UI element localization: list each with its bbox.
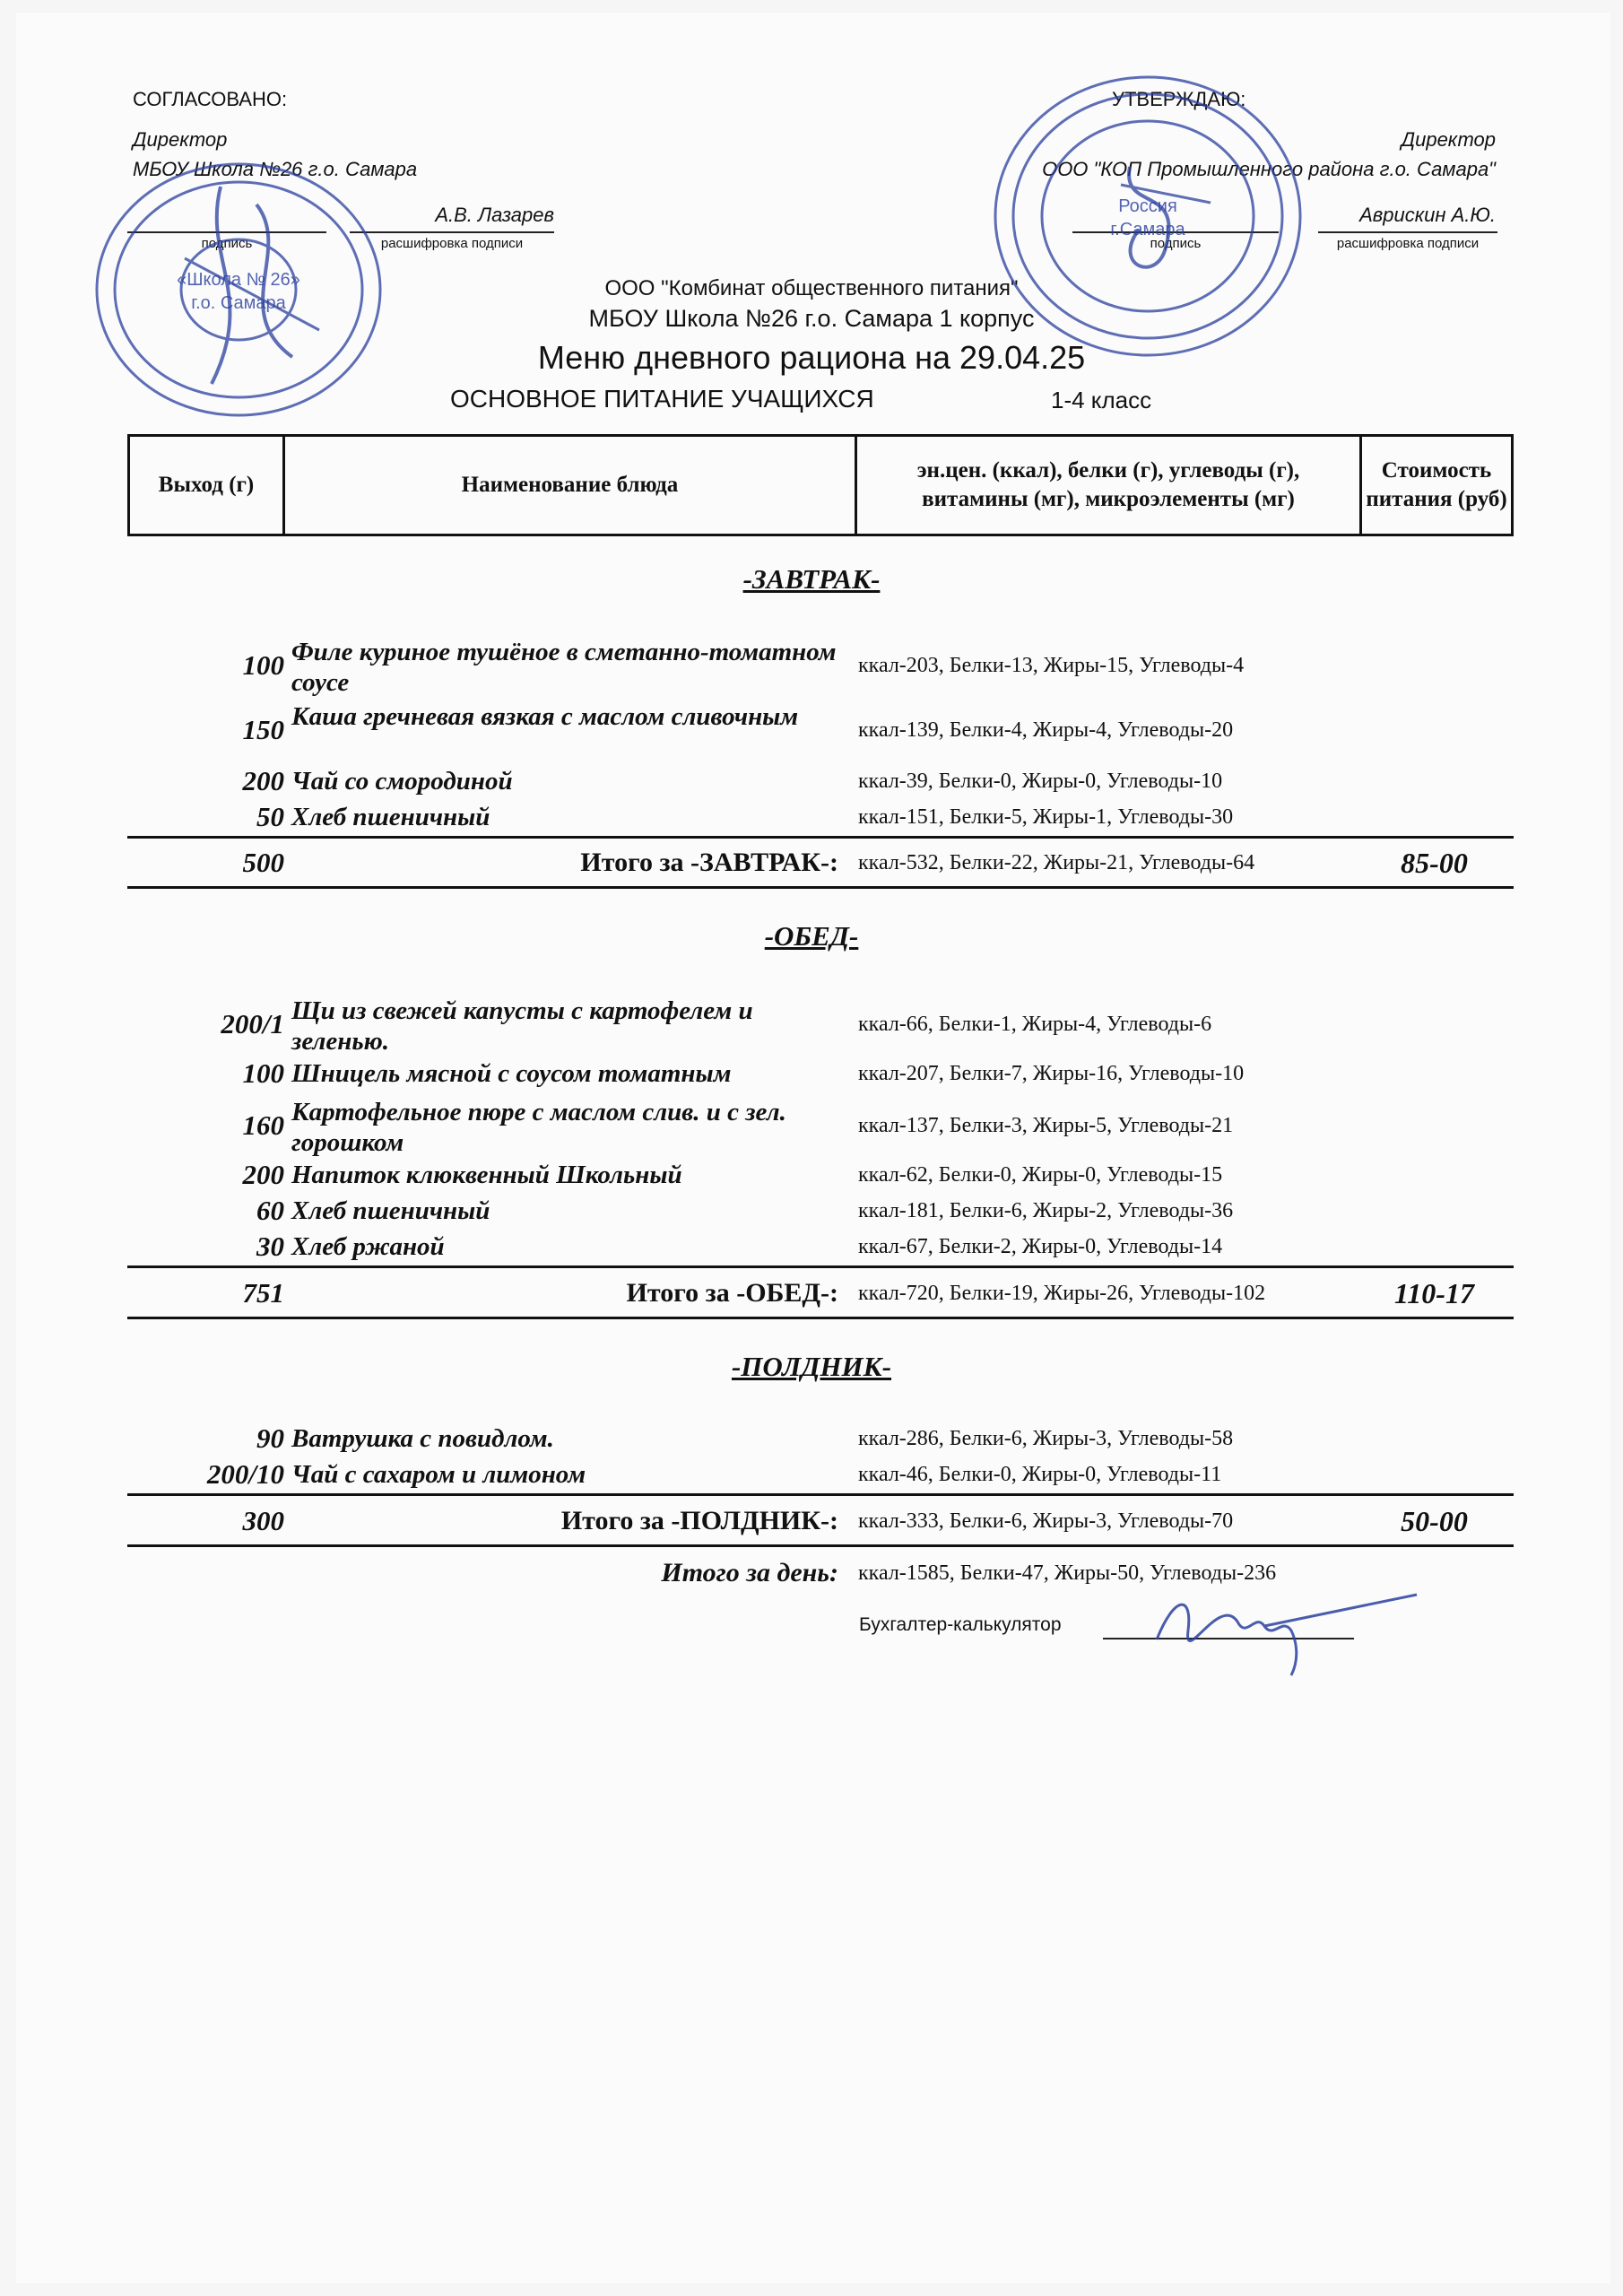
item-output: 50 bbox=[256, 801, 284, 832]
grade-label: 1-4 класс bbox=[1051, 387, 1152, 413]
item-output: 60 bbox=[256, 1195, 284, 1226]
svg-text:Россия: Россия bbox=[1118, 196, 1177, 216]
item-nutrition: ккал-39, Белки-0, Жиры-0, Углеводы-10 bbox=[858, 770, 1223, 793]
item-output: 150 bbox=[242, 714, 284, 745]
col-cost-header: Стоимость питания (руб) bbox=[1366, 458, 1507, 511]
table-row bbox=[127, 1421, 1514, 1457]
item-nutrition: ккал-286, Белки-6, Жиры-3, Углеводы-58 bbox=[858, 1427, 1234, 1450]
total-price: 85-00 bbox=[1401, 847, 1468, 879]
svg-text:г.о. Самара: г.о. Самара bbox=[191, 293, 286, 313]
section-title-snack: -ПОЛДНИК- bbox=[731, 1351, 892, 1382]
right-decode-line bbox=[1318, 231, 1497, 233]
section-total-row bbox=[127, 1275, 1514, 1311]
table-row bbox=[127, 799, 1514, 835]
right-sign-caption: подпись bbox=[1150, 236, 1202, 251]
accountant-label: Бухгалтер-калькулятор bbox=[859, 1614, 1062, 1635]
total-nutrition: ккал-333, Белки-6, Жиры-3, Углеводы-70 bbox=[858, 1509, 1234, 1533]
item-name: Шницель мясной с соусом томатным bbox=[291, 1059, 732, 1088]
left-decode-caption: расшифровка подписи bbox=[380, 236, 524, 251]
section-divider bbox=[127, 886, 1514, 889]
table-row bbox=[127, 638, 1514, 697]
table-row bbox=[127, 996, 1514, 1056]
section-title-breakfast: -ЗАВТРАК- bbox=[742, 563, 881, 595]
day-total-nutrition: ккал-1585, Белки-47, Жиры-50, Углеводы-236 bbox=[858, 1561, 1277, 1585]
section-divider bbox=[127, 1317, 1514, 1319]
total-nutrition: ккал-720, Белки-19, Жиры-26, Углеводы-102 bbox=[858, 1282, 1266, 1305]
item-name: Филе куриное тушёное в сметанно-томатном соусе bbox=[291, 638, 837, 697]
item-output: 200/1 bbox=[221, 1008, 284, 1039]
total-price: 50-00 bbox=[1401, 1505, 1468, 1537]
item-output: 160 bbox=[242, 1109, 284, 1141]
approved-heading: УТВЕРЖДАЮ: bbox=[1112, 88, 1246, 110]
item-nutrition: ккал-137, Белки-3, Жиры-5, Углеводы-21 bbox=[858, 1114, 1234, 1137]
col-nutrition-header: эн.цен. (ккал), белки (г), углеводы (г), витамины (мг), микроэлементы (мг) bbox=[916, 458, 1300, 511]
left-org: МБОУ Школа №26 г.о. Самара bbox=[133, 158, 418, 180]
total-nutrition: ккал-532, Белки-22, Жиры-21, Углеводы-64 bbox=[858, 851, 1255, 874]
section-divider bbox=[127, 836, 1514, 839]
section-total-row bbox=[127, 845, 1514, 881]
item-nutrition: ккал-151, Белки-5, Жиры-1, Углеводы-30 bbox=[858, 805, 1234, 829]
item-name: Чай со смородиной bbox=[291, 767, 513, 796]
item-nutrition: ккал-207, Белки-7, Жиры-16, Углеводы-10 bbox=[858, 1062, 1245, 1085]
section-title-lunch: -ОБЕД- bbox=[764, 920, 859, 952]
item-nutrition: ккал-203, Белки-13, Жиры-15, Углеводы-4 bbox=[858, 654, 1245, 677]
table-row bbox=[127, 1229, 1514, 1265]
section-divider bbox=[127, 1265, 1514, 1268]
item-nutrition: ккал-181, Белки-6, Жиры-2, Углеводы-36 bbox=[858, 1199, 1234, 1222]
item-output: 30 bbox=[256, 1231, 284, 1262]
table-row bbox=[127, 1056, 1514, 1091]
right-org: ООО "КОП Промышленного района г.о. Самара" bbox=[1042, 158, 1496, 180]
item-name: Щи из свежей капусты с картофелем и зеленью. bbox=[291, 996, 753, 1056]
left-role: Директор bbox=[133, 128, 228, 151]
table-row bbox=[127, 1193, 1514, 1229]
table-row bbox=[127, 1098, 1514, 1157]
table-row bbox=[127, 1157, 1514, 1193]
total-output: 500 bbox=[242, 847, 284, 878]
item-output: 200 bbox=[242, 1159, 284, 1190]
item-name: Каша гречневая вязкая с маслом сливочным bbox=[291, 702, 799, 731]
item-name: Хлеб пшеничный bbox=[291, 1196, 490, 1225]
col-name-header: Наименование блюда bbox=[461, 473, 679, 497]
item-nutrition: ккал-46, Белки-0, Жиры-0, Углеводы-11 bbox=[858, 1463, 1222, 1486]
program-title: ОСНОВНОЕ ПИТАНИЕ УЧАЩИХСЯ bbox=[450, 385, 874, 413]
total-price: 110-17 bbox=[1394, 1277, 1474, 1309]
company-title: ООО "Комбинат общественного питания" bbox=[604, 276, 1019, 300]
item-output: 200/10 bbox=[206, 1458, 284, 1490]
item-nutrition: ккал-139, Белки-4, Жиры-4, Углеводы-20 bbox=[858, 718, 1234, 742]
svg-text:«Школа № 26»: «Школа № 26» bbox=[177, 270, 300, 290]
school-title: МБОУ Школа №26 г.о. Самара 1 корпус bbox=[588, 305, 1035, 332]
total-label: Итого за -ЗАВТРАК-: bbox=[580, 848, 838, 877]
item-nutrition: ккал-67, Белки-2, Жиры-0, Углеводы-14 bbox=[858, 1235, 1223, 1258]
table-row bbox=[127, 1457, 1514, 1492]
right-role: Директор bbox=[1401, 128, 1496, 151]
item-output: 100 bbox=[242, 649, 284, 681]
svg-text:г.Самара: г.Самара bbox=[1110, 220, 1185, 239]
section-divider bbox=[127, 1544, 1514, 1547]
item-name: Напиток клюквенный Школьный bbox=[291, 1161, 682, 1189]
section-divider bbox=[127, 1493, 1514, 1496]
item-output: 90 bbox=[256, 1422, 284, 1454]
total-output: 300 bbox=[242, 1505, 284, 1536]
total-label: Итого за -ПОЛДНИК-: bbox=[560, 1506, 838, 1535]
company-stamp bbox=[986, 68, 1309, 364]
table-row bbox=[127, 702, 1514, 748]
item-output: 100 bbox=[242, 1057, 284, 1089]
table-row bbox=[127, 763, 1514, 799]
item-name: Хлеб пшеничный bbox=[291, 803, 490, 831]
menu-title: Меню дневного рациона на 29.04.25 bbox=[537, 339, 1086, 376]
item-name: Картофельное пюре с маслом слив. и с зел. горошком bbox=[291, 1098, 786, 1157]
total-output: 751 bbox=[242, 1277, 284, 1309]
menu-table-header bbox=[127, 434, 1514, 536]
item-nutrition: ккал-62, Белки-0, Жиры-0, Углеводы-15 bbox=[858, 1163, 1223, 1187]
item-nutrition: ккал-66, Белки-1, Жиры-4, Углеводы-6 bbox=[858, 1013, 1212, 1036]
item-name: Хлеб ржаной bbox=[291, 1232, 445, 1261]
left-sign-caption: подпись bbox=[201, 236, 253, 251]
col-output-header: Выход (г) bbox=[158, 473, 255, 497]
day-total-label: Итого за день: bbox=[661, 1558, 838, 1587]
section-total-row bbox=[127, 1503, 1514, 1539]
agreed-heading: СОГЛАСОВАНО: bbox=[133, 88, 288, 110]
right-decode-caption: расшифровка подписи bbox=[1336, 236, 1480, 251]
school-stamp bbox=[86, 151, 391, 429]
item-output: 200 bbox=[242, 765, 284, 796]
left-signatory-name: А.В. Лазарев bbox=[435, 204, 554, 226]
total-label: Итого за -ОБЕД-: bbox=[626, 1278, 838, 1308]
item-name: Чай с сахаром и лимоном bbox=[291, 1460, 586, 1489]
right-signatory-name: Аврискин А.Ю. bbox=[1359, 204, 1496, 226]
accountant-signature bbox=[1139, 1577, 1426, 1684]
item-name: Ватрушка с повидлом. bbox=[291, 1424, 554, 1453]
